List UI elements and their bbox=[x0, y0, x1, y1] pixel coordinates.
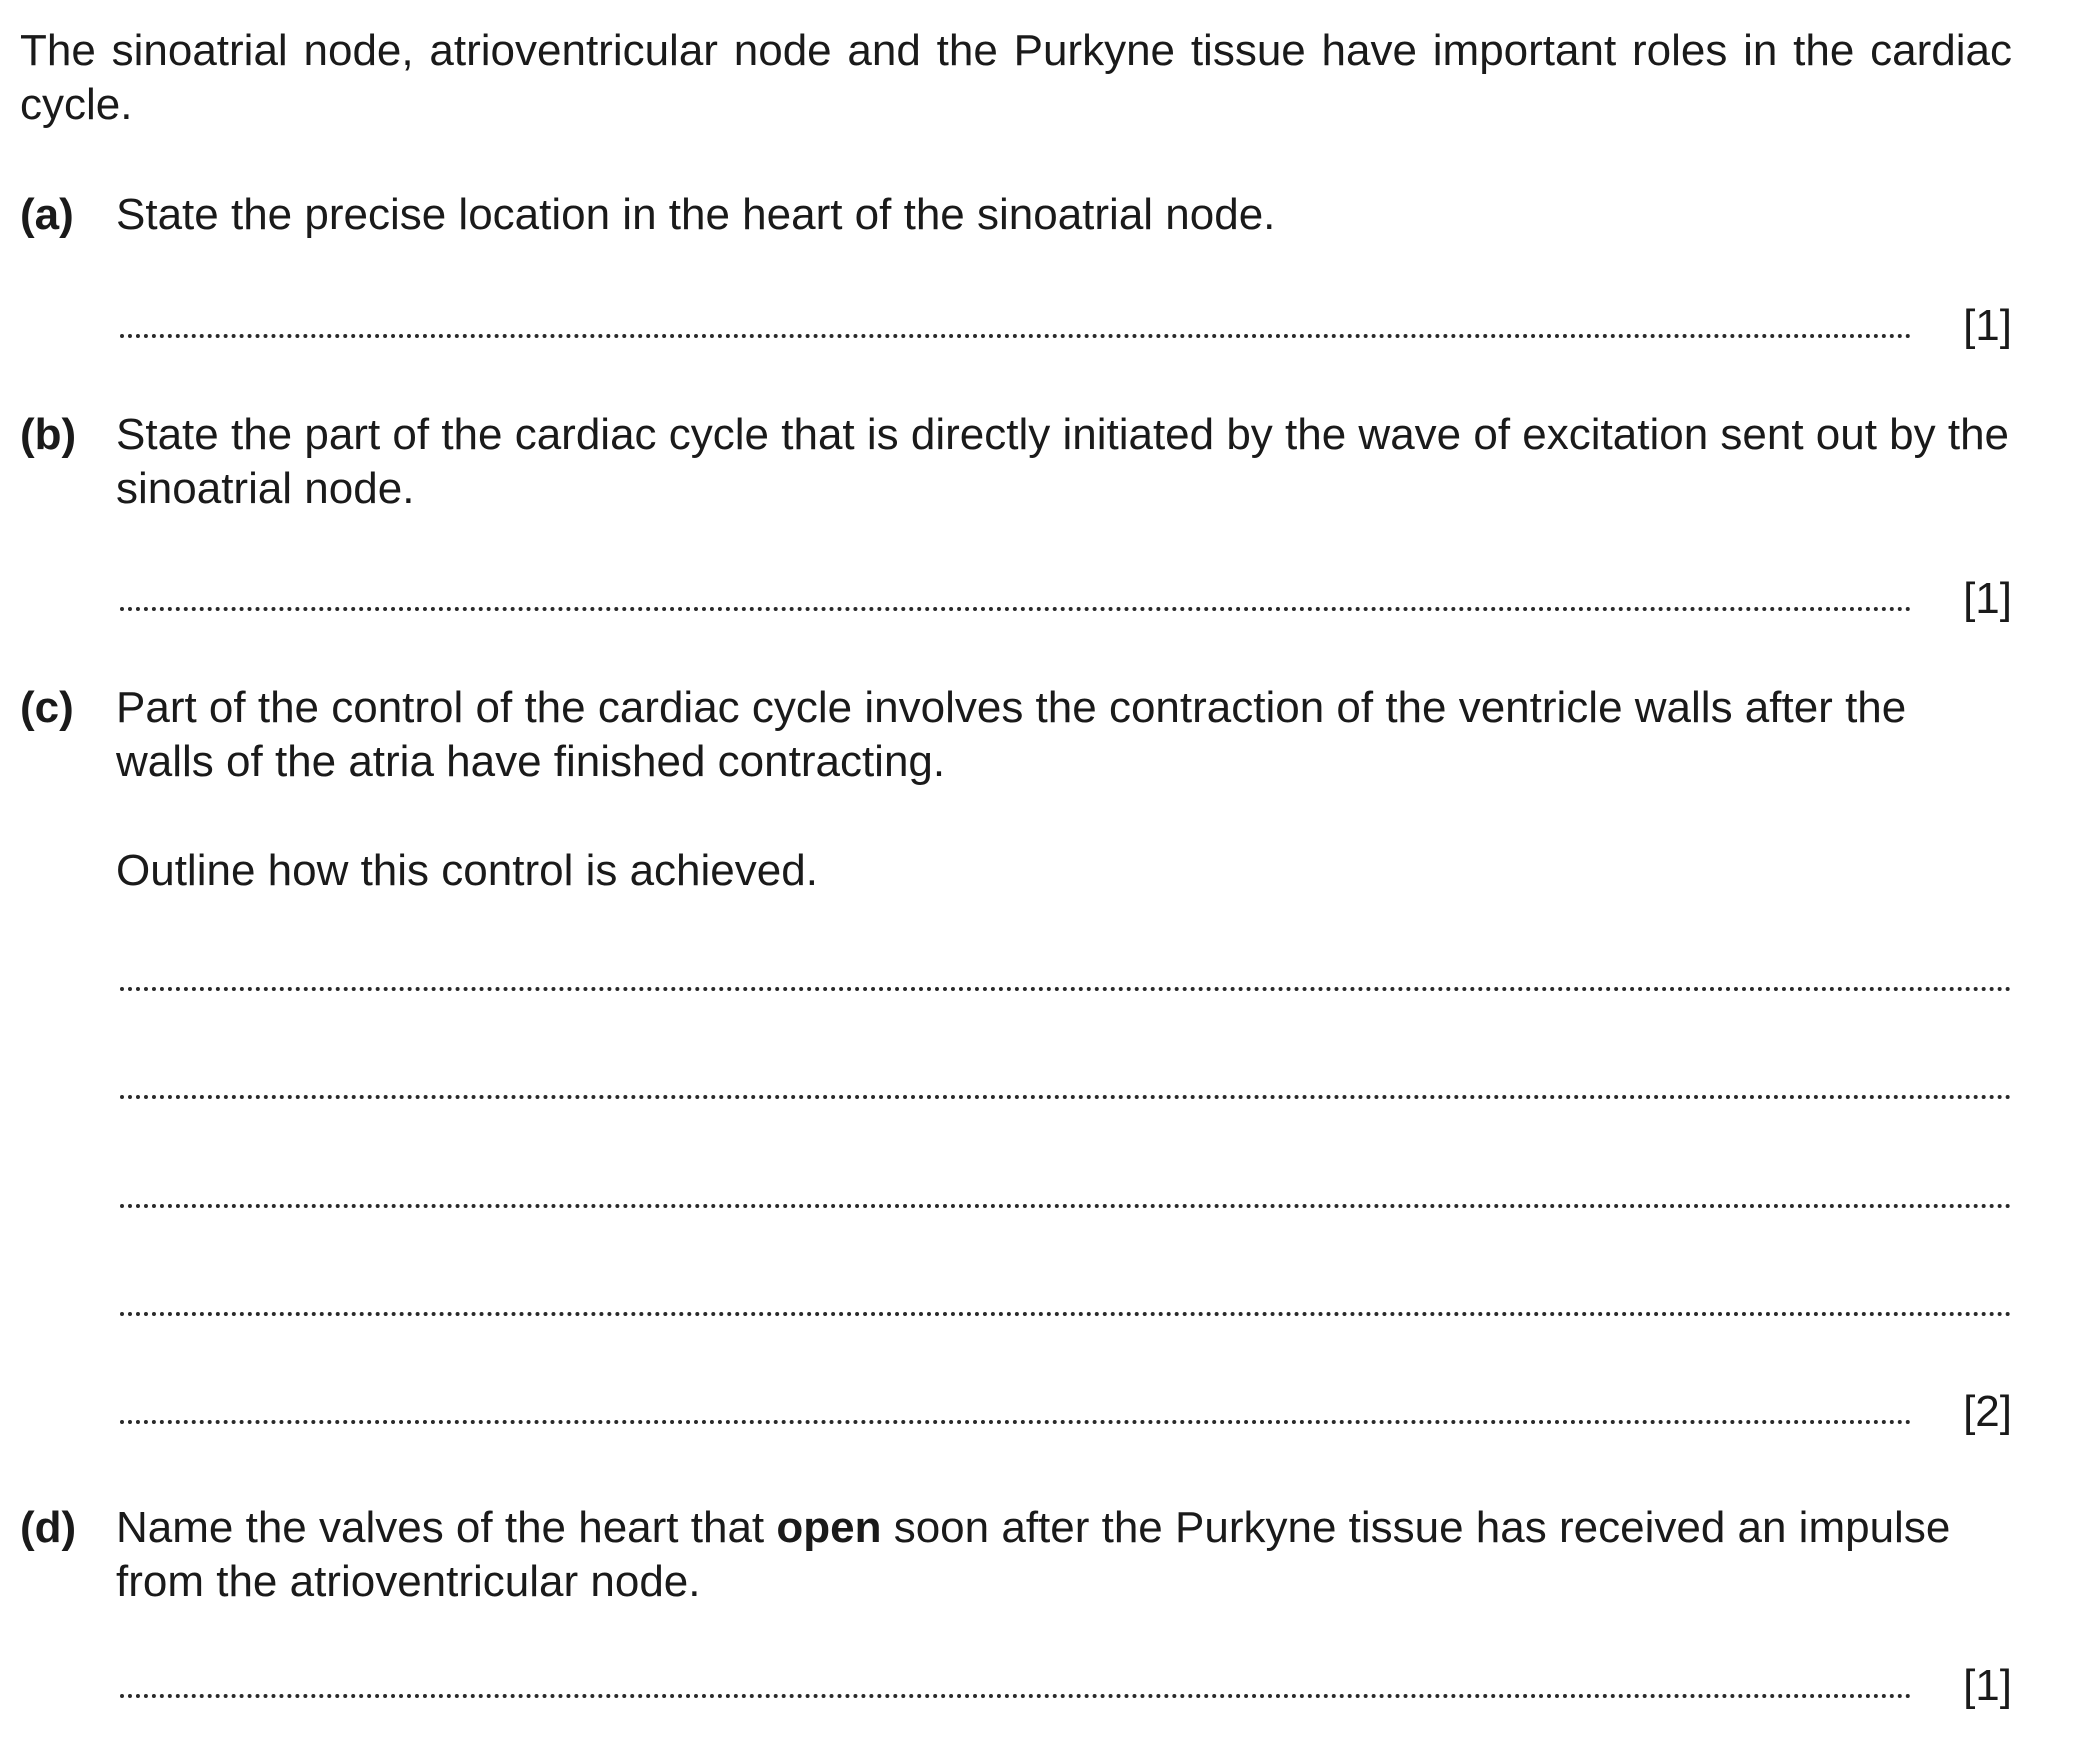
part-a-label: (a) bbox=[20, 190, 74, 239]
part-c-answer-line[interactable] bbox=[120, 1095, 2012, 1099]
part-c-answer-line[interactable] bbox=[120, 1312, 2012, 1316]
part-b-label: (b) bbox=[20, 410, 77, 459]
part-b-mark: [1] bbox=[1963, 574, 2012, 623]
part-d-text-after: soon after the Purkyne tissue has received an impulse from the atrioventricular node. bbox=[116, 1503, 1951, 1606]
part-c-mark: [2] bbox=[1963, 1387, 2012, 1436]
part-d-emphasis: open bbox=[776, 1503, 882, 1552]
part-c-answer-line[interactable] bbox=[120, 1420, 1912, 1424]
part-c-instruction: Outline how this control is achieved. bbox=[116, 846, 818, 895]
part-c-question: Part of the control of the cardiac cycle involves the contraction of the ventricle walls after the walls of the atria have finished contracting. bbox=[116, 683, 1907, 786]
part-d-question bbox=[116, 1501, 2012, 1609]
part-c-answer-line[interactable] bbox=[120, 1204, 2012, 1208]
part-d-text-before: Name the valves of the heart that bbox=[116, 1503, 777, 1552]
part-d-label: (d) bbox=[20, 1503, 77, 1552]
part-a-question: State the precise location in the heart of the sinoatrial node. bbox=[116, 190, 1276, 239]
part-b-question: State the part of the cardiac cycle that is directly initiated by the wave of excitation sent out by the sinoatrial node. bbox=[116, 410, 2010, 513]
part-a-mark: [1] bbox=[1963, 301, 2012, 350]
part-c-label: (c) bbox=[20, 683, 74, 732]
part-a-answer-line[interactable] bbox=[120, 334, 1912, 338]
part-d-answer-line[interactable] bbox=[120, 1694, 1912, 1698]
intro-text: The sinoatrial node, atrioventricular node and the Purkyne tissue have important roles in the cardiac cycle. bbox=[20, 26, 2012, 129]
part-b-answer-line[interactable] bbox=[120, 607, 1912, 611]
part-d-mark: [1] bbox=[1963, 1661, 2012, 1710]
part-c-answer-line[interactable] bbox=[120, 987, 2012, 991]
